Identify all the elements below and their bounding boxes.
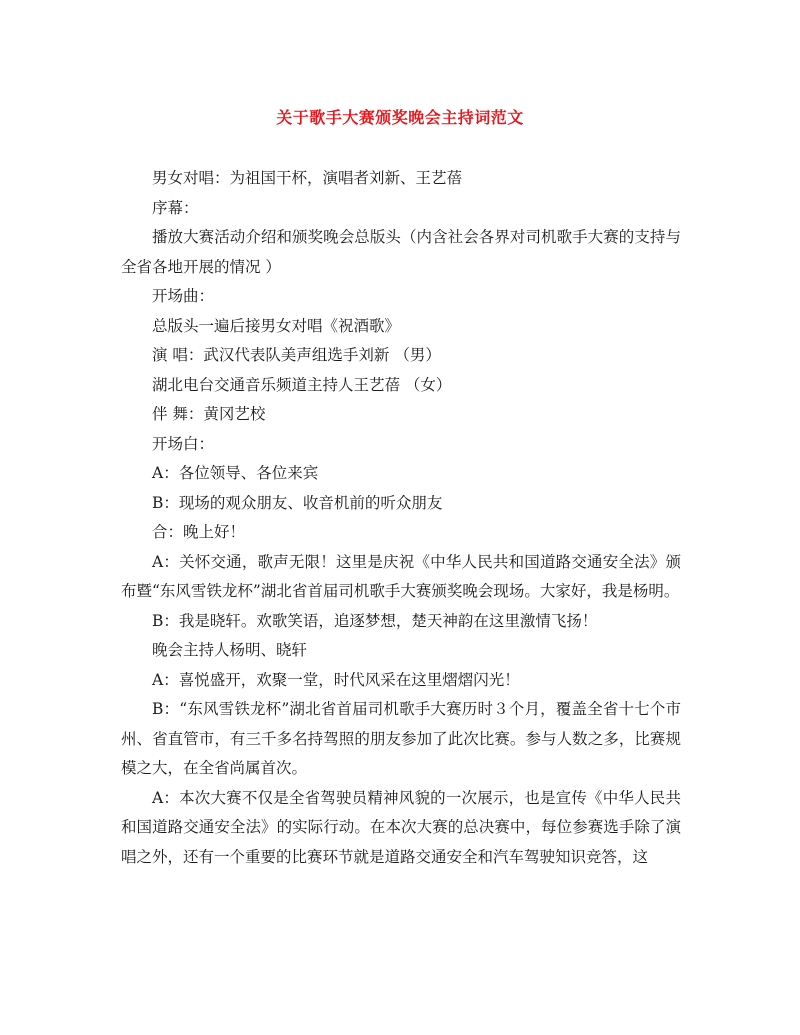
paragraph: 总版头一遍后接男女对唱《祝酒歌》: [152, 316, 401, 335]
paragraph: A：本次大赛不仅是全省驾驶员精神风貌的一次展示，也是宣传《中华人民共和国道路交通安全法》的实际行动。在本次大赛的总决赛中，每位参赛选手除了演唱之外，还有一个重要的比赛环节就是道路交通安全和汽车驾驶知识竞答，这: [121, 788, 681, 866]
paragraph: 播放大赛活动介绍和颁奖晚会总版头（内含社会各界对司机歌手大赛的支持与全省各地开展的情况 ）: [121, 228, 681, 276]
paragraph: B：我是晓轩。欢歌笑语，追逐梦想，楚天神韵在这里激情飞扬！: [152, 611, 598, 630]
paragraph: 开场白：: [152, 434, 215, 453]
paragraph: 开场曲：: [152, 287, 215, 305]
paragraph: A：各位领导、各位来宾: [152, 464, 319, 482]
paragraph: 湖北电台交通音乐频道主持人王艺蓓 （女）: [152, 375, 452, 394]
paragraph: 伴 舞：黄冈艺校: [152, 405, 266, 423]
paragraph: B：现场的观众朋友、收音机前的听众朋友: [152, 493, 443, 512]
paragraph: A：喜悦盛开，欢聚一堂，时代风采在这里熠熠闪光！: [152, 670, 520, 689]
paragraph: 晚会主持人杨明、晓轩: [152, 641, 308, 659]
paragraph: 合：晚上好！: [152, 523, 246, 541]
paragraph: B：“东风雪铁龙杯”湖北省首届司机歌手大赛历时３个月，覆盖全省十七个市州、省直管市，有三千多名持驾照的朋友参加了此次比赛。参与人数之多，比赛规模之大，在全省尚属首次。: [121, 700, 681, 777]
paragraph: 男女对唱：为祖国干杯，演唱者刘新、王艺蓓: [152, 169, 463, 187]
document-body: [121, 164, 681, 872]
paragraph: A：关怀交通，歌声无限！这里是庆祝《中华人民共和国道路交通安全法》颁布暨“东风雪铁龙杯”湖北省首届司机歌手大赛颁奖晚会现场。大家好，我是杨明。: [121, 552, 681, 600]
paragraph: 序幕：: [152, 198, 199, 217]
document-title: 关于歌手大赛颁奖晚会主持词范文: [276, 108, 524, 127]
paragraph: 演 唱：武汉代表队美声组选手刘新 （男）: [152, 346, 441, 364]
